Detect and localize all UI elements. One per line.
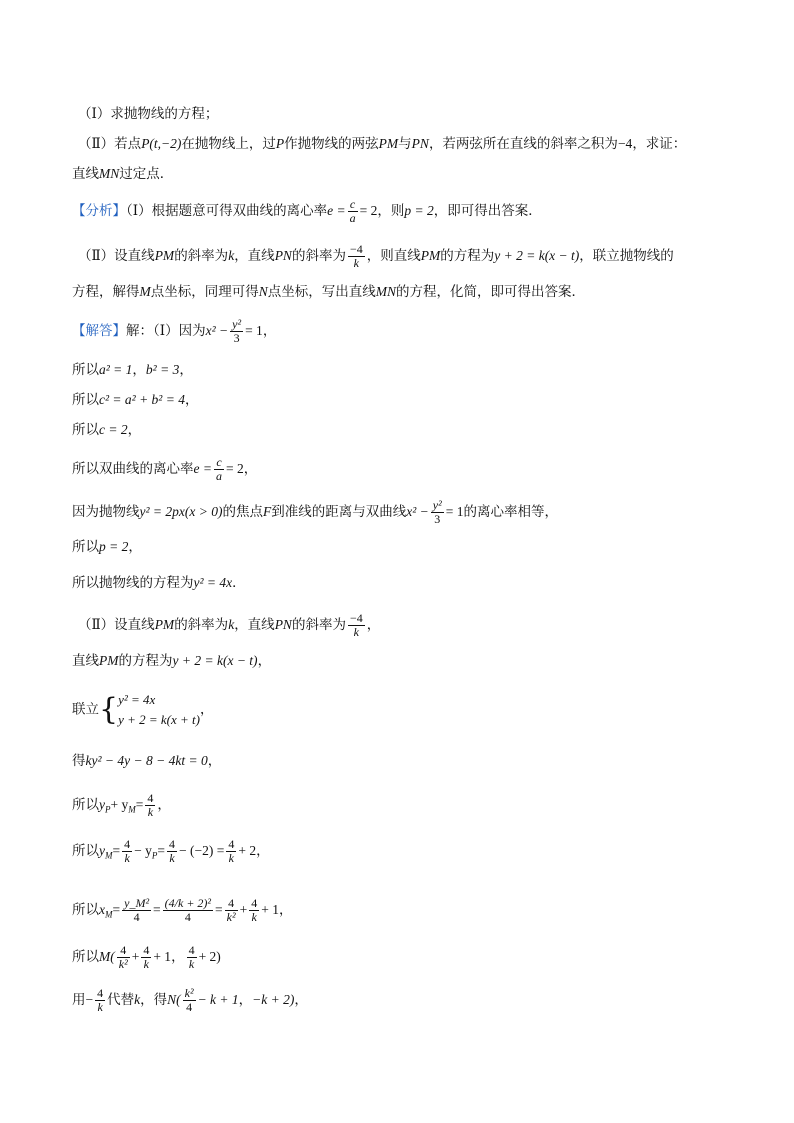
math: e = [193, 461, 212, 476]
text: 的方程，化简，即可得出答案． [396, 284, 586, 300]
math: = 2 [359, 203, 378, 218]
text: ，即可得出答案． [433, 203, 542, 219]
text: （Ⅱ）设直线 [78, 617, 155, 633]
text: 直线 [72, 653, 99, 669]
math: PM [99, 653, 119, 668]
text: （Ⅰ）求抛物线的方程； [78, 106, 219, 122]
part2-question [78, 134, 686, 154]
math: = 2 [225, 461, 244, 476]
text: ， [128, 539, 142, 555]
text: ， [366, 617, 381, 633]
text: 所以 [72, 422, 99, 438]
math: y + 2 = k(x − t) [172, 653, 258, 668]
math: p = 2 [404, 203, 434, 218]
solution-line-6 [72, 499, 558, 526]
math: c = 2 [99, 422, 128, 437]
solution-line-7 [72, 537, 142, 557]
fraction: $\frac{\text{y\_M²}}{4}$ [124, 896, 150, 924]
fraction: $\frac{c}{a}$ [349, 197, 356, 225]
fraction: $\frac{\text{(4/k + 2)²}}{4}$ [164, 896, 212, 924]
fraction: $\frac{4}{k}$ [124, 837, 131, 865]
text: 所以 [72, 949, 99, 965]
part2-question-cont [72, 164, 173, 184]
math: P [275, 136, 285, 151]
solution-line-1 [72, 318, 276, 345]
text: 解：（Ⅰ）因为 [126, 323, 206, 339]
solution-line-5 [72, 456, 257, 483]
math: F [262, 504, 272, 519]
fraction: $\frac{c}{a}$ [215, 455, 222, 483]
math: e = [327, 203, 346, 218]
text: ，则直线 [366, 248, 421, 264]
solution-line-2 [72, 360, 193, 380]
text: ， [157, 797, 171, 813]
text: ， [262, 323, 277, 339]
solution-line-15: 所以$x_M=$ $\frac{\text{y\_M²}}{4}$ = $\frac{\text{(4/k + 2)²}}{4}$ = $\frac{4}{\text{k²}}$ + $\frac{4}{k}$ + 1， [72, 896, 293, 924]
solution-line-3 [72, 390, 198, 410]
text: 联立 [72, 701, 99, 718]
text: 所以双曲线的离心率 [72, 461, 194, 477]
text: （Ⅱ）若点 [78, 136, 142, 152]
math: y² = 2px(x > 0) [139, 504, 223, 519]
text: 所以 [72, 797, 99, 813]
text: ， [256, 843, 270, 859]
text: 到准线的距离与双曲线 [271, 504, 407, 520]
fraction: $\frac{-4}{k}$ [349, 242, 363, 270]
analysis-line-2 [78, 243, 674, 270]
math: p = 2 [99, 539, 129, 554]
text: （Ⅱ）设直线 [78, 248, 155, 264]
solution-line-16: 所以M( $\frac{4}{\text{k²}}$ + $\frac{4}{k}$ + 1， $\frac{4}{k}$ + 2) [72, 943, 221, 971]
text: ． [232, 575, 246, 591]
text: ， [179, 362, 193, 378]
analysis-tag: 【分析】 [72, 203, 126, 219]
analysis-line-1 [72, 198, 542, 225]
math: MN [375, 284, 397, 299]
text: 直线 [72, 166, 99, 182]
math: MN [99, 166, 120, 181]
math: PM [378, 136, 399, 151]
text: 所以 [72, 539, 99, 555]
math: PM [154, 248, 175, 263]
math: PM [420, 248, 441, 263]
math: b² = 3 [145, 362, 180, 377]
text: 点坐标，同理可得 [150, 284, 259, 300]
fraction: $\frac{4}{k}$ [147, 791, 154, 819]
math: x² − [406, 504, 429, 519]
text: ，直线 [234, 617, 275, 633]
text: ， [207, 753, 222, 769]
solution-line-17: 用− $\frac{4}{k}$ 代替k，得N( $\frac{\text{k²}}{4}$ − k + 1，−k + 2)， [72, 986, 308, 1014]
math: k [228, 248, 235, 263]
math: y² = 4x [193, 575, 233, 590]
text: ， [127, 422, 142, 438]
text: ， [238, 992, 253, 1008]
fraction: $\frac{4}{k}$ [228, 837, 235, 865]
solution-line-12 [72, 751, 221, 771]
math: a² = 1 [99, 362, 133, 377]
text: 与 [398, 136, 412, 152]
fraction: $\frac{4}{k}$ [143, 943, 150, 971]
fraction: $\frac{4}{k}$ [251, 896, 258, 924]
solution-line-8 [72, 573, 246, 593]
text: 的方程为 [118, 653, 173, 669]
text: ，则 [377, 203, 405, 219]
text: （Ⅰ）根据题意可得双曲线的离心率 [126, 203, 328, 219]
analysis-line-3 [72, 282, 585, 302]
fraction: $\frac{\text{k²}}{4}$ [184, 986, 194, 1014]
text: 点坐标，写出直线 [267, 284, 376, 300]
fraction: $\frac{\text{y²}}{3}$ [232, 317, 242, 345]
text: 用 [72, 992, 86, 1008]
math: P(t,−2) [141, 136, 182, 151]
math: PN [274, 617, 292, 632]
text: ， [132, 362, 146, 378]
text: 的焦点 [222, 504, 263, 520]
text: ， [243, 461, 258, 477]
text: 的斜率为 [291, 248, 346, 264]
text: 所以抛物线的方程为 [72, 575, 194, 591]
solution-line-9 [78, 612, 380, 639]
text: 过定点． [119, 166, 174, 182]
math: ky² − 4y − 8 − 4kt = 0 [85, 753, 208, 768]
text: 作抛物线的两弦 [284, 136, 379, 152]
text: 方程，解得 [72, 284, 140, 300]
solution-line-11 [72, 690, 214, 730]
fraction: $\frac{4}{\text{k²}}$ [118, 943, 128, 971]
solution-line-4 [72, 420, 141, 440]
text: 所以 [72, 902, 99, 918]
math: PN [411, 136, 429, 151]
solution-line-14: 所以$y_M=$ $\frac{4}{k}$ − $y_P=$ $\frac{4}{k}$ − (−2) = $\frac{4}{k}$ + 2， [72, 837, 270, 865]
left-brace: { [99, 692, 119, 727]
text: 因为抛物线 [72, 504, 140, 520]
text: 的斜率为 [291, 617, 346, 633]
text: ， [200, 701, 214, 718]
fraction: $\frac{4}{k}$ [169, 837, 175, 865]
text: 在抛物线上，过 [181, 136, 276, 152]
text: ， [257, 653, 272, 669]
text: ，联立抛物线的 [579, 248, 674, 264]
text: 的离心率相等， [463, 504, 558, 520]
part1-question [78, 104, 218, 124]
text: ，直线 [234, 248, 275, 264]
text: ， [294, 992, 308, 1008]
fraction: $\frac{-4}{k}$ [349, 611, 363, 639]
fraction: $\frac{4}{\text{k²}}$ [226, 896, 236, 924]
math: = 1 [445, 504, 464, 519]
math: M [139, 284, 151, 299]
solution-tag: 【解答】 [72, 323, 126, 339]
text: ， [171, 949, 185, 965]
fraction: $\frac{4}{k}$ [97, 986, 104, 1014]
text: ，求证： [632, 136, 687, 152]
text: ， [184, 392, 199, 408]
fraction: $\frac{\text{y²}}{3}$ [432, 498, 442, 526]
solution-line-10 [72, 651, 271, 671]
text: ，得 [140, 992, 168, 1008]
text: ，若两弦所在直线的斜率之积为 [428, 136, 618, 152]
math: N [258, 284, 268, 299]
math: x² − [205, 323, 229, 338]
fraction: $\frac{4}{k}$ [188, 943, 195, 971]
text: 的斜率为 [174, 617, 229, 633]
equation-system: y² = 4x y + 2 = k(x + t) [118, 692, 200, 727]
text: 所以 [72, 362, 99, 378]
text: 所以 [72, 392, 99, 408]
math: y + 2 = k(x − t) [494, 248, 580, 263]
math: PM [154, 617, 175, 632]
math: c² = a² + b² = 4 [99, 392, 185, 407]
math: k [228, 617, 235, 632]
text: 的斜率为 [174, 248, 229, 264]
math: = 1 [245, 323, 263, 338]
text: 的方程为 [440, 248, 495, 264]
text: 得 [72, 753, 86, 769]
math: PN [274, 248, 292, 263]
solution-line-13: 所以$y_P+ y_M=$ $\frac{4}{k}$ ， [72, 791, 171, 819]
text: 所以 [72, 843, 99, 859]
text: 代替 [107, 992, 135, 1008]
math: −4 [617, 136, 633, 151]
text: ， [278, 902, 293, 918]
